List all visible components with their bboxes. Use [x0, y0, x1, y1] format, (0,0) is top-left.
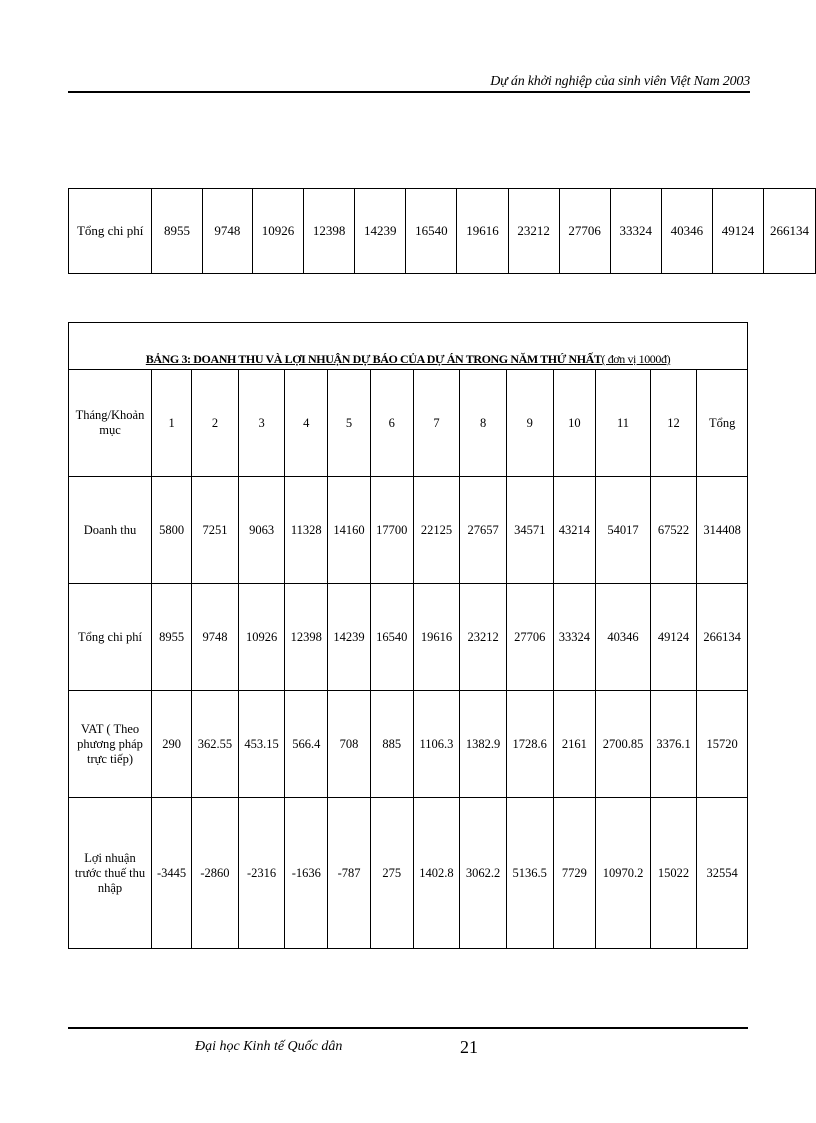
table-cell: 9748	[192, 584, 239, 691]
table-cell: 3062.2	[460, 798, 507, 949]
header-cell: 11	[596, 370, 650, 477]
header-cell: 6	[370, 370, 413, 477]
header-cell: 1	[152, 370, 192, 477]
table-cell: 27657	[460, 477, 507, 584]
table-cell: 15022	[650, 798, 697, 949]
table-cell: 453.15	[238, 691, 285, 798]
table-cell: 67522	[650, 477, 697, 584]
table-cell: 10926	[238, 584, 285, 691]
table-cell: 15720	[697, 691, 748, 798]
table-cell: 290	[152, 691, 192, 798]
table-cell: 10970.2	[596, 798, 650, 949]
table-cell: 27706	[559, 189, 610, 274]
table-cell: 17700	[370, 477, 413, 584]
table-title-row	[69, 323, 748, 370]
page-number: 21	[460, 1037, 478, 1057]
table-cell: 23212	[460, 584, 507, 691]
table-cell: 14239	[328, 584, 371, 691]
table-cell: 5800	[152, 477, 192, 584]
table-cell: 49124	[650, 584, 697, 691]
table-cell: 16540	[406, 189, 457, 274]
table-row	[69, 189, 816, 274]
table-cell: 1106.3	[413, 691, 460, 798]
header-cell: 10	[553, 370, 596, 477]
table-cell: 1402.8	[413, 798, 460, 949]
header-cell: 5	[328, 370, 371, 477]
table-row	[69, 691, 748, 798]
header-cell: 8	[460, 370, 507, 477]
header-rule	[68, 91, 750, 93]
table-cell: 43214	[553, 477, 596, 584]
table-row	[69, 798, 748, 949]
table-cell: 40346	[596, 584, 650, 691]
row-label: Lợi nhuận trước thuế thu nhập	[69, 798, 152, 949]
table-cell: -1636	[285, 798, 328, 949]
table-header-row	[69, 370, 748, 477]
header-cell: 4	[285, 370, 328, 477]
table-cell: 9748	[202, 189, 252, 274]
header-cell: Tổng	[697, 370, 748, 477]
table-cell: -787	[328, 798, 371, 949]
table-cell: 32554	[697, 798, 748, 949]
header-label: Tháng/Khoản mục	[69, 370, 152, 477]
forecast-table	[68, 322, 748, 949]
table-cell: -2860	[192, 798, 239, 949]
header-title: Dự án khởi nghiệp của sinh viên Việt Nam 2003	[490, 74, 750, 89]
table-cell: 54017	[596, 477, 650, 584]
table-cell: 49124	[712, 189, 763, 274]
table-cell: 27706	[506, 584, 553, 691]
table-cell: 33324	[610, 189, 661, 274]
table-cell: 9063	[238, 477, 285, 584]
table-cell: 23212	[508, 189, 559, 274]
table-cell: 885	[370, 691, 413, 798]
continuation-table	[68, 188, 816, 274]
table-cell: 22125	[413, 477, 460, 584]
table-row	[69, 477, 748, 584]
row-label: Tổng chi phí	[69, 189, 152, 274]
table-cell: -3445	[152, 798, 192, 949]
table-title	[146, 352, 670, 366]
row-label: Doanh thu	[69, 477, 152, 584]
table-cell: 2161	[553, 691, 596, 798]
table-cell: 1382.9	[460, 691, 507, 798]
table-cell: 14239	[355, 189, 406, 274]
table-cell: 362.55	[192, 691, 239, 798]
table-cell: 19616	[457, 189, 508, 274]
table-cell: 266134	[764, 189, 816, 274]
table-cell: 33324	[553, 584, 596, 691]
table-cell: 5136.5	[506, 798, 553, 949]
header-cell: 7	[413, 370, 460, 477]
table-cell: 1728.6	[506, 691, 553, 798]
header-cell: 2	[192, 370, 239, 477]
table-cell: 275	[370, 798, 413, 949]
table-cell: 11328	[285, 477, 328, 584]
table-cell: 314408	[697, 477, 748, 584]
table-title-text: BẢNG 3: DOANH THU VÀ LỢI NHUẬN DỰ BÁO CỦA DỰ ÁN TRONG NĂM THỨ NHẤT	[145, 352, 602, 366]
table-cell: 34571	[506, 477, 553, 584]
footer-university: Đại học Kinh tế Quốc dân	[195, 1039, 343, 1054]
table-cell: 8955	[152, 584, 192, 691]
table-cell: 3376.1	[650, 691, 697, 798]
table-cell: 40346	[661, 189, 712, 274]
row-label: VAT ( Theo phương pháp trực tiếp)	[69, 691, 152, 798]
table-cell: 14160	[328, 477, 371, 584]
table-cell: 708	[328, 691, 371, 798]
table-cell: 7729	[553, 798, 596, 949]
table-cell: 2700.85	[596, 691, 650, 798]
header-cell: 9	[506, 370, 553, 477]
table-cell: 12398	[304, 189, 355, 274]
header-cell: 12	[650, 370, 697, 477]
table-cell: 19616	[413, 584, 460, 691]
table-cell: 566.4	[285, 691, 328, 798]
row-label: Tổng chi phí	[69, 584, 152, 691]
table-cell: 7251	[192, 477, 239, 584]
table-row	[69, 584, 748, 691]
table-cell: 266134	[697, 584, 748, 691]
table-unit: ( đơn vị 1000đ)	[601, 352, 671, 366]
table-cell: 12398	[285, 584, 328, 691]
table-cell: 10926	[252, 189, 303, 274]
table-cell: 16540	[370, 584, 413, 691]
footer-rule	[68, 1027, 748, 1029]
header-cell: 3	[238, 370, 285, 477]
table-cell: -2316	[238, 798, 285, 949]
table-cell: 8955	[152, 189, 202, 274]
